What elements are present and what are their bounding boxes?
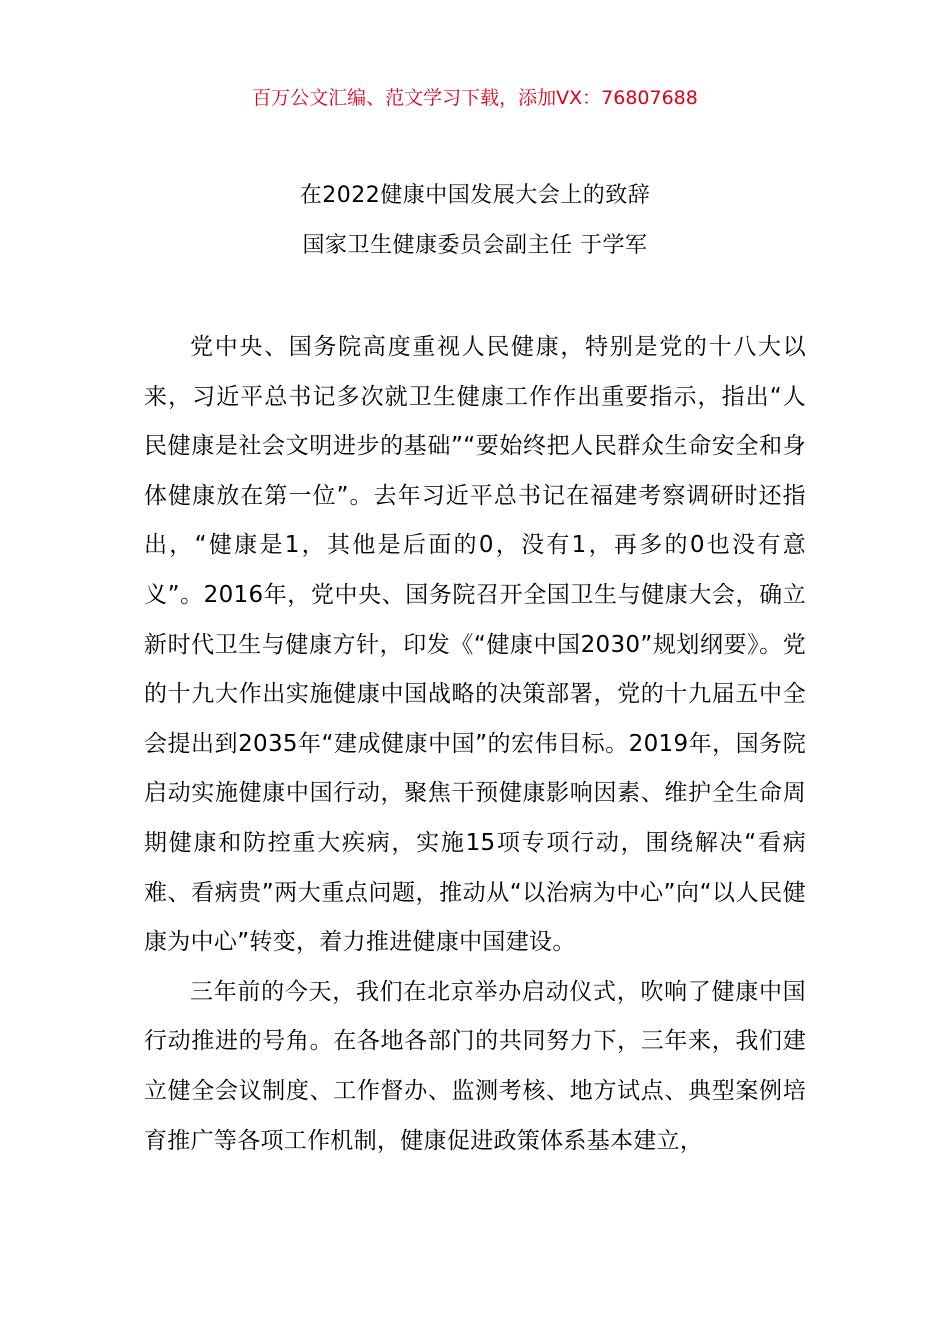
watermark-header: 百万公文汇编、范文学习下载，添加VX：76807688 — [252, 87, 698, 109]
document-subtitle: 国家卫生健康委员会副主任 于学军 — [302, 233, 648, 258]
paragraph-1: 党中央、国务院高度重视人民健康，特别是党的十八大以来，习近平总书记多次就卫生健康工作作出重要指示，指出“人民健康是社会文明进步的基础”“要始终把人民群众生命安全和身体健康放在第一位”。去年习近平总书记在福建考察调研时还指出，“健康是1，其他是后面的0，没有1，再多的0也没有意义”。2016年，党中央、国务院召开全国卫生与健康大会，确立新时代卫生与健康方针，印发《“健康中国2030”规划纲要》。党的十九大作出实施健康中国战略的决策部署，党的十九届五中全会提出到2035年“建成健康中国”的宏伟目标。2019年，国务院启动实施健康中国行动，聚焦干预健康影响因素、维护全生命周期健康和防控重大疾病，实施15项专项行动，围绕解决“看病难、看病贵”两大重点问题，推动从“以治病为中心”向“以人民健康为中心”转变，着力推进健康中国建设。 — [144, 334, 806, 956]
paragraph-2: 三年前的今天，我们在北京举办启动仪式，吹响了健康中国行动推进的号角。在各地各部门的共同努力下，三年来，我们建立健全会议制度、工作督办、监测考核、地方试点、典型案例培育推广等各项工作机制，健康促进政策体系基本建立， — [144, 978, 806, 1154]
document-title: 在2022健康中国发展大会上的致辞 — [299, 183, 651, 208]
document-body — [144, 323, 806, 1166]
